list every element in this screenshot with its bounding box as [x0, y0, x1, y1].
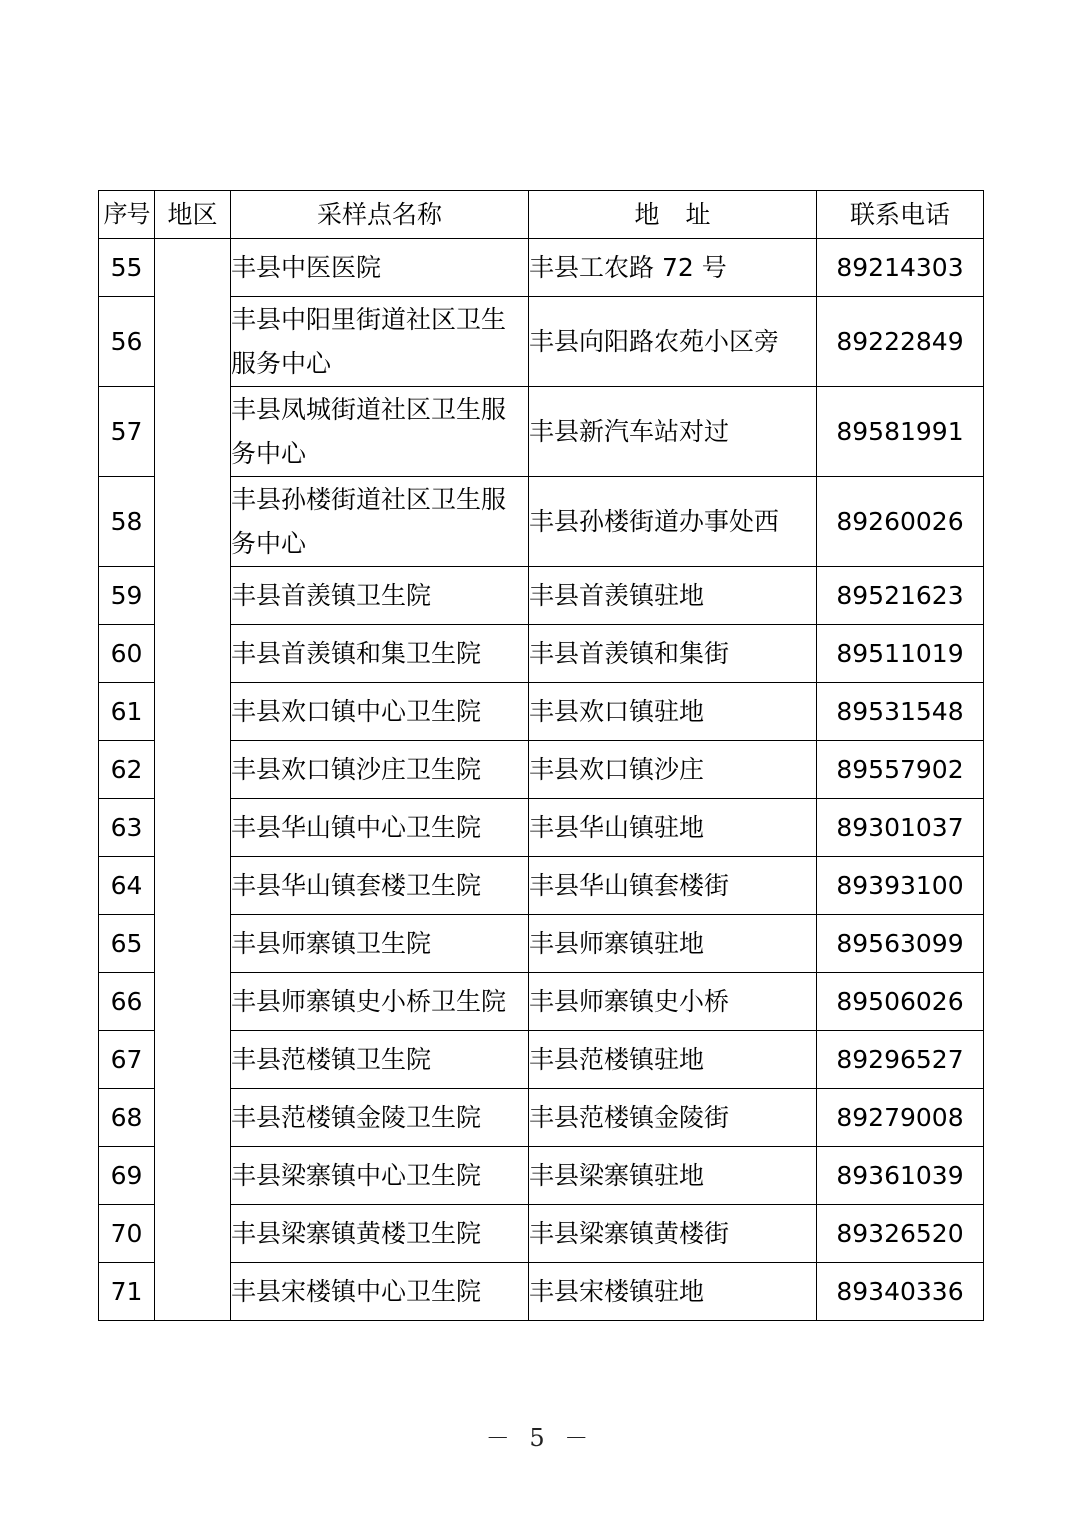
cell-serial-number: 61: [99, 683, 155, 741]
cell-site-name: [231, 297, 529, 387]
cell-site-name: [231, 477, 529, 567]
cell-address: 丰县范楼镇金陵街: [529, 1089, 817, 1147]
site-name-line: 丰县华山镇套楼卫生院: [231, 870, 482, 900]
cell-address: 丰县首羡镇驻地: [529, 567, 817, 625]
cell-phone: 89393100: [817, 857, 984, 915]
site-name-line: 丰县首羡镇卫生院: [231, 580, 432, 610]
cell-phone: 89301037: [817, 799, 984, 857]
cell-address: 丰县工农路 72 号: [529, 239, 817, 297]
site-name-line: 丰县梁寨镇黄楼卫生院: [231, 1218, 482, 1248]
site-name-line: 丰县欢口镇沙庄卫生院: [231, 754, 482, 784]
table-row: [99, 973, 984, 1031]
table-header-row: [99, 191, 984, 239]
cell-phone: 89511019: [817, 625, 984, 683]
page-number: － 5 －: [485, 1424, 595, 1452]
site-name-line: 丰县首羡镇和集卫生院: [231, 638, 482, 668]
cell-phone: 89222849: [817, 297, 984, 387]
cell-site-name: [231, 1263, 529, 1321]
cell-site-name: [231, 239, 529, 297]
table-row: [99, 915, 984, 973]
site-name-line: 丰县凤城街道社区卫生服: [231, 394, 507, 424]
cell-phone: 89260026: [817, 477, 984, 567]
cell-serial-number: 55: [99, 239, 155, 297]
cell-phone: 89581991: [817, 387, 984, 477]
cell-address: 丰县师寨镇驻地: [529, 915, 817, 973]
cell-phone: 89506026: [817, 973, 984, 1031]
cell-address: 丰县首羡镇和集街: [529, 625, 817, 683]
table-row: [99, 857, 984, 915]
table-row: [99, 477, 984, 567]
cell-phone: 89563099: [817, 915, 984, 973]
header-address: [529, 191, 817, 239]
cell-serial-number: 70: [99, 1205, 155, 1263]
table-row: [99, 625, 984, 683]
cell-site-name: [231, 683, 529, 741]
table-row: [99, 239, 984, 297]
sampling-sites-table: [98, 190, 984, 1321]
cell-serial-number: 66: [99, 973, 155, 1031]
cell-address: 丰县梁寨镇黄楼街: [529, 1205, 817, 1263]
table-row: [99, 683, 984, 741]
cell-serial-number: 65: [99, 915, 155, 973]
cell-region-merged: [155, 239, 231, 1321]
site-name-line: 丰县师寨镇卫生院: [231, 928, 432, 958]
cell-serial-number: 64: [99, 857, 155, 915]
cell-site-name: [231, 625, 529, 683]
cell-address: 丰县孙楼街道办事处西: [529, 477, 817, 567]
site-name-line: 丰县中医医院: [231, 252, 382, 282]
cell-site-name: [231, 1147, 529, 1205]
table-row: [99, 1147, 984, 1205]
cell-address: 丰县欢口镇驻地: [529, 683, 817, 741]
site-name-line: 丰县欢口镇中心卫生院: [231, 696, 482, 726]
site-name-line: 服务中心: [231, 348, 332, 378]
cell-phone: 89296527: [817, 1031, 984, 1089]
table-row: [99, 1263, 984, 1321]
cell-serial-number: 63: [99, 799, 155, 857]
cell-site-name: [231, 799, 529, 857]
cell-phone: 89279008: [817, 1089, 984, 1147]
cell-serial-number: 68: [99, 1089, 155, 1147]
table-row: [99, 567, 984, 625]
cell-site-name: [231, 915, 529, 973]
cell-site-name: [231, 973, 529, 1031]
table-body: [99, 239, 984, 1321]
site-name-line: 丰县师寨镇史小桥卫生院: [231, 986, 507, 1016]
table-row: [99, 799, 984, 857]
site-name-line: 丰县梁寨镇中心卫生院: [231, 1160, 482, 1190]
header-phone: 联系电话: [817, 191, 984, 239]
cell-serial-number: 58: [99, 477, 155, 567]
header-serial-number: 序号: [99, 191, 155, 239]
table-row: [99, 741, 984, 799]
cell-address: 丰县向阳路农苑小区旁: [529, 297, 817, 387]
cell-serial-number: 71: [99, 1263, 155, 1321]
header-address-char-2: 址: [685, 200, 711, 229]
cell-address: 丰县欢口镇沙庄: [529, 741, 817, 799]
cell-address: 丰县华山镇套楼街: [529, 857, 817, 915]
cell-address: 丰县华山镇驻地: [529, 799, 817, 857]
cell-site-name: [231, 1031, 529, 1089]
cell-serial-number: 57: [99, 387, 155, 477]
cell-address: 丰县宋楼镇驻地: [529, 1263, 817, 1321]
header-address-char-1: 地: [634, 200, 660, 229]
table-row: [99, 1031, 984, 1089]
site-name-line: 丰县孙楼街道社区卫生服: [231, 484, 507, 514]
cell-site-name: [231, 1205, 529, 1263]
cell-address: 丰县范楼镇驻地: [529, 1031, 817, 1089]
site-name-line: 丰县范楼镇金陵卫生院: [231, 1102, 482, 1132]
table-row: [99, 1089, 984, 1147]
cell-address: 丰县梁寨镇驻地: [529, 1147, 817, 1205]
cell-serial-number: 59: [99, 567, 155, 625]
cell-site-name: [231, 741, 529, 799]
site-name-line: 务中心: [231, 528, 307, 558]
cell-address: 丰县师寨镇史小桥: [529, 973, 817, 1031]
cell-phone: 89214303: [817, 239, 984, 297]
cell-phone: 89340336: [817, 1263, 984, 1321]
cell-phone: 89557902: [817, 741, 984, 799]
table-row: [99, 297, 984, 387]
cell-phone: 89521623: [817, 567, 984, 625]
header-site-name: 采样点名称: [231, 191, 529, 239]
cell-address: 丰县新汽车站对过: [529, 387, 817, 477]
header-region: 地区: [155, 191, 231, 239]
table-row: [99, 1205, 984, 1263]
table-row: [99, 387, 984, 477]
cell-serial-number: 67: [99, 1031, 155, 1089]
cell-site-name: [231, 1089, 529, 1147]
cell-site-name: [231, 567, 529, 625]
site-name-line: 丰县范楼镇卫生院: [231, 1044, 432, 1074]
cell-phone: 89361039: [817, 1147, 984, 1205]
cell-serial-number: 69: [99, 1147, 155, 1205]
site-name-line: 丰县中阳里街道社区卫生: [231, 304, 507, 334]
site-name-line: 务中心: [231, 438, 307, 468]
site-name-line: 丰县华山镇中心卫生院: [231, 812, 482, 842]
cell-phone: 89531548: [817, 683, 984, 741]
cell-serial-number: 62: [99, 741, 155, 799]
cell-serial-number: 56: [99, 297, 155, 387]
cell-phone: 89326520: [817, 1205, 984, 1263]
cell-serial-number: 60: [99, 625, 155, 683]
cell-site-name: [231, 857, 529, 915]
site-name-line: 丰县宋楼镇中心卫生院: [231, 1276, 482, 1306]
cell-site-name: [231, 387, 529, 477]
